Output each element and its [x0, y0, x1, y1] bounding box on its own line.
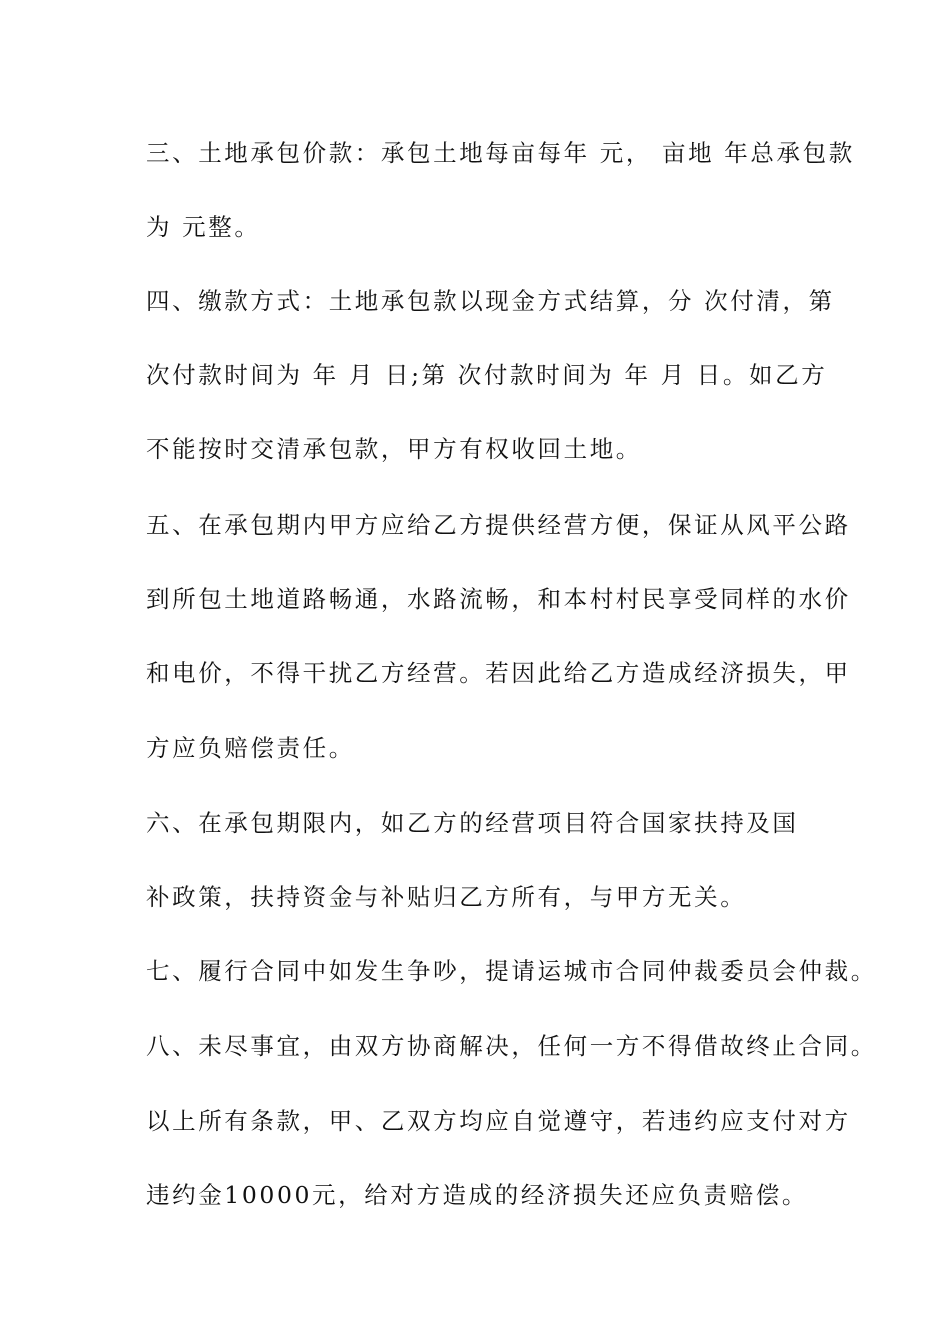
clause-5-line-4: 方应负赔偿责任。 [146, 734, 355, 762]
clause-7-line: 七、履行合同中如发生争吵，提请运城市合同仲裁委员会仲裁。 [146, 957, 877, 985]
clause-5-line-3: 和电价，不得干扰乙方经营。若因此给乙方造成经济损失，甲 [146, 659, 851, 687]
clause-5-line-2: 到所包土地道路畅通，水路流畅，和本村村民享受同样的水价 [146, 585, 851, 613]
clause-3-line-1: 三、土地承包价款：承包土地每亩每年 元， 亩地 年总承包款 [146, 139, 855, 167]
clause-3-line-2: 为 元整。 [146, 213, 261, 241]
clause-8-line: 八、未尽事宜，由双方协商解决，任何一方不得借故终止合同。 [146, 1032, 877, 1060]
clause-4-line-3: 不能按时交清承包款，甲方有权收回土地。 [146, 435, 642, 463]
closing-line-1: 以上所有条款，甲、乙双方均应自觉遵守，若违约应支付对方 [146, 1107, 851, 1135]
clause-6-line-2: 补政策，扶持资金与补贴归乙方所有，与甲方无关。 [146, 883, 747, 911]
clause-4-line-2: 次付款时间为 年 月 日;第 次付款时间为 年 月 日。如乙方 [146, 361, 828, 389]
clause-6-line-1: 六、在承包期限内，如乙方的经营项目符合国家扶持及国 [146, 809, 799, 837]
clause-4-line-1: 四、缴款方式：土地承包款以现金方式结算，分 次付清，第 [146, 287, 835, 315]
closing-line-2: 违约金10000元，给对方造成的经济损失还应负责赔偿。 [146, 1181, 808, 1209]
clause-5-line-1: 五、在承包期内甲方应给乙方提供经营方便，保证从风平公路 [146, 511, 851, 539]
